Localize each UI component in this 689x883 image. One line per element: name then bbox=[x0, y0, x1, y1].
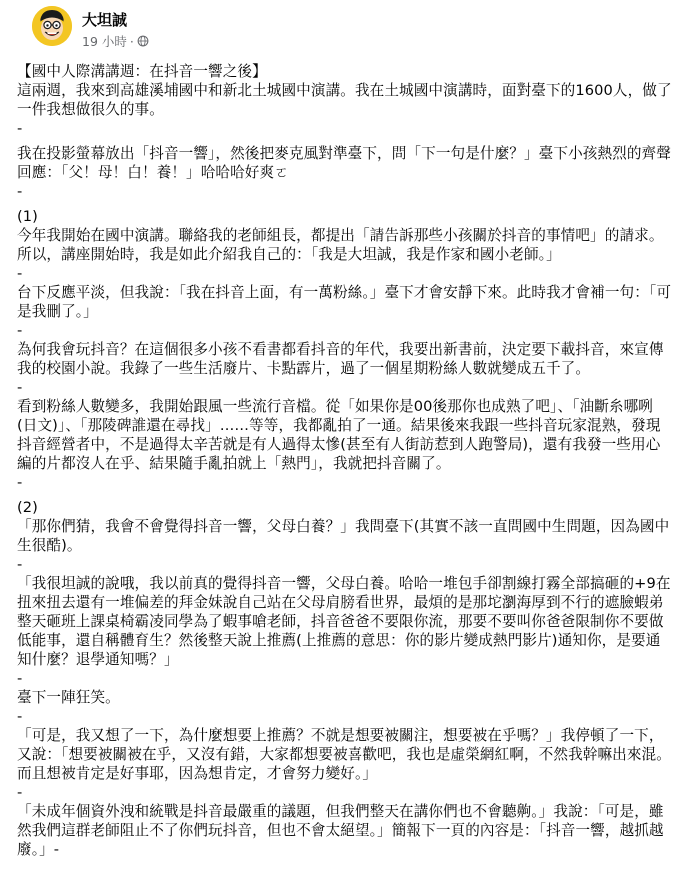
post-paragraph: 「可是，我又想了一下，為什麼想要上推薦？不就是想要被關注，想要被在乎嗎？」我停頓了一下，又說：「想要被關被在乎，又沒有錯，大家都想要被喜歡吧，我也是虛榮網紅啊，不然我幹嘛出來混。而且想被肯定是好事耶，因為想肯定，才會努力變好。」 bbox=[17, 727, 671, 782]
meta-separator: · bbox=[129, 33, 134, 49]
section-heading: (2) bbox=[17, 499, 38, 516]
section-heading: (1) bbox=[17, 208, 38, 225]
post-divider: - bbox=[17, 379, 23, 396]
author-avatar[interactable] bbox=[32, 6, 72, 46]
post-divider: - bbox=[17, 556, 23, 573]
post-paragraph: 「未成年個資外洩和統戰是抖音最嚴重的議題，但我們整天在講你們也不會聽齁。」我說：「可是，雖然我們這群老師阻止不了你們玩抖音，但也不會太絕望。」簡報下一頁的內容是：「抖音一響，越抓越廢。」- bbox=[17, 803, 664, 858]
post-body bbox=[16, 62, 673, 859]
post-paragraph: 臺下一陣狂笑。 bbox=[17, 689, 120, 706]
post-divider: - bbox=[17, 474, 23, 491]
post-title: 【國中人際溝講週：在抖音一響之後】 bbox=[17, 63, 267, 80]
post-time[interactable]: 19 小時 bbox=[82, 34, 127, 49]
post-paragraph: 看到粉絲人數變多，我開始跟風一些流行音檔。從「如果你是00後那你也成熟了吧」、「油斷糸哪咧(日文)」、「那陵碑誰還在尋找」……等等，我都亂拍了一通。結果後來我跟一些抖音玩家混熟，發現抖音經營者中，不是過得太辛苦就是有人過得太慘(甚至有人街訪惹到人跑警局)，還有我發一些用心編的片都沒人在乎、結果隨手亂拍就上「熱門」，我就把抖音關了。 bbox=[17, 398, 661, 472]
post-paragraph: 為何我會玩抖音？在這個很多小孩不看書都看抖音的年代，我要出新書前，決定要下載抖音，來宣傳我的校園小說。我錄了一些生活廢片、卡點霹片，過了一個星期粉絲人數就變成五千了。 bbox=[17, 341, 664, 377]
post-paragraph: 我在投影螢幕放出「抖音一響」，然後把麥克風對準臺下，問「下一句是什麼？」臺下小孩熱烈的齊聲回應：「父！母！白！養！」哈哈哈好爽ㄛ bbox=[17, 145, 671, 181]
post-divider: - bbox=[17, 708, 23, 725]
globe-icon[interactable] bbox=[137, 35, 149, 47]
post-header bbox=[16, 0, 673, 62]
avatar-illustration bbox=[32, 6, 72, 46]
post-paragraph: 這兩週，我來到高雄溪埔國中和新北土城國中演講。我在土城國中演講時，面對臺下的1600人，做了一件我想做很久的事。 bbox=[17, 82, 672, 118]
post-paragraph: 今年我開始在國中演講。聯絡我的老師組長，都提出「請告訴那些小孩關於抖音的事情吧」的請求。所以，講座開始時，我是如此介紹我自己的：「我是大坦誠，我是作家和國小老師。」 bbox=[17, 227, 664, 263]
post-paragraph: 「那你們猜，我會不會覺得抖音一響，父母白養？」我問臺下(其實不該一直問國中生問題，因為國中生很酷)。 bbox=[17, 518, 670, 554]
post-divider: - bbox=[17, 183, 23, 200]
post-divider: - bbox=[17, 265, 23, 282]
post-paragraph: 台下反應平淡，但我說：「我在抖音上面，有一萬粉絲。」臺下才會安靜下來。此時我才會補一句：「可是我刪了。」 bbox=[17, 284, 672, 320]
author-name[interactable]: 大坦誠 bbox=[82, 11, 128, 29]
post-meta bbox=[82, 32, 149, 50]
post-paragraph: 「我很坦誠的說哦，我以前真的覺得抖音一響，父母白養。哈哈一堆包手卻割線打霧全部搞砸的+9在扭來扭去還有一堆偏差的拜金妹說自己站在父母肩膀看世界，最煩的是那坨瀏海厚到不行的遮臉蝦弟整天砸班上課桌椅霸凌同學為了蝦事嗆老師，抖音爸爸不要限你流，那要不要叫你爸爸限制你不要做低能事，還自稱體育生？然後整天說上推薦(上推薦的意思：你的影片變成熱門影片)通知你，是要通知什麼？退學通知嗎？」 bbox=[17, 575, 671, 668]
post-divider: - bbox=[17, 322, 23, 339]
post-divider: - bbox=[17, 670, 23, 687]
post-divider: - bbox=[17, 784, 23, 801]
post-divider: - bbox=[17, 120, 23, 137]
